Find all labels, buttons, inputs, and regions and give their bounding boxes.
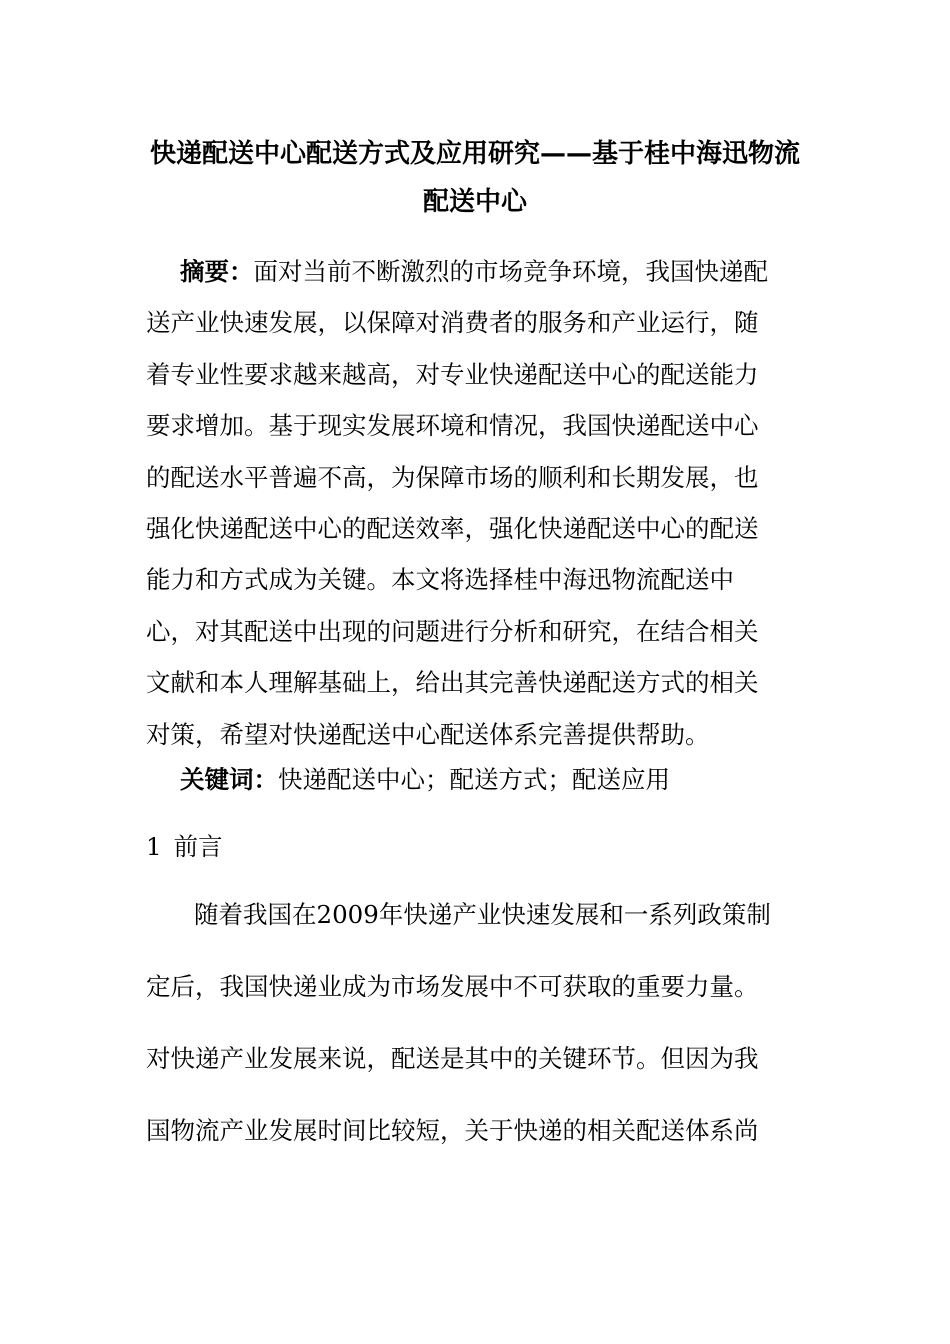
body-line: 国物流产业发展时间比较短，关于快递的相关配送体系尚 bbox=[146, 1116, 759, 1145]
abstract-line: 送产业快速发展，以保障对消费者的服务和产业运行，随 bbox=[146, 308, 759, 338]
abstract-line bbox=[146, 246, 796, 297]
abstract-line: 文献和本人理解基础上，给出其完善快递配送方式的相关 bbox=[146, 668, 759, 698]
body-paragraph bbox=[146, 893, 811, 1181]
section-heading bbox=[146, 830, 223, 864]
abstract-line: 要求增加。基于现实发展环境和情况，我国快递配送中心 bbox=[146, 411, 759, 441]
keywords bbox=[180, 763, 670, 797]
abstract-line: 心，对其配送中出现的问题进行分析和研究，在结合相关 bbox=[146, 616, 759, 646]
abstract-line: 强化快递配送中心的配送效率，强化快递配送中心的配送 bbox=[146, 513, 759, 543]
keywords-label: 关键词： bbox=[180, 765, 278, 794]
body-line: 随着我国在2009年快递产业快速发展和一系列政策制 bbox=[194, 900, 771, 929]
abstract-line: 着专业性要求越来越高，对专业快递配送中心的配送能力 bbox=[146, 359, 759, 389]
body-line: 对快递产业发展来说，配送是其中的关键环节。但因为我 bbox=[146, 1044, 759, 1073]
abstract bbox=[146, 246, 796, 760]
abstract-line: 能力和方式成为关键。本文将选择桂中海迅物流配送中 bbox=[146, 565, 734, 595]
section-number: 1 bbox=[146, 832, 162, 861]
section-title: 前言 bbox=[173, 832, 223, 861]
keywords-text: 快递配送中心；配送方式；配送应用 bbox=[278, 765, 670, 794]
body-line: 定后，我国快递业成为市场发展中不可获取的重要力量。 bbox=[146, 972, 759, 1001]
paper-title-line-1: 快递配送中心配送方式及应用研究——基于桂中海迅物流 bbox=[149, 139, 800, 169]
abstract-text: 面对当前不断激烈的市场竞争环境，我国快递配 bbox=[253, 257, 768, 286]
abstract-line: 的配送水平普遍不高，为保障市场的顺利和长期发展，也 bbox=[146, 462, 759, 492]
paper-title-line-2: 配送中心 bbox=[422, 187, 527, 217]
abstract-line: 对策，希望对快递配送中心配送体系完善提供帮助。 bbox=[146, 719, 710, 749]
abstract-label: 摘要： bbox=[180, 257, 254, 286]
